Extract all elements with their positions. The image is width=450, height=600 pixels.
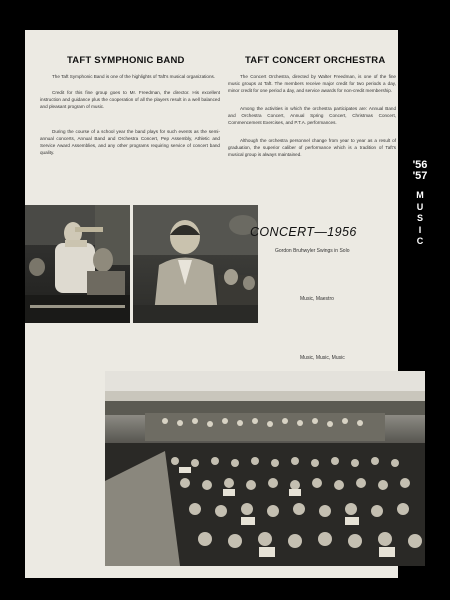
concert-title: CONCERT—1956 <box>250 225 357 239</box>
section-letter: I <box>418 224 422 235</box>
section-letter: U <box>416 201 424 212</box>
orchestra-paragraph-2: Among the activities in which the orchestra participates are: Annual Band and Orchestra Concert, Annual Spring Concert, Christmas Concert, Commencement Exercises, and P.T.A. performances. <box>228 106 396 125</box>
band-paragraph-3: During the course of a school year the band plays for such events as the semi-annual concerts, Annual Band and Orchestra Concert, Pep Assembly, Athletic and Service Award Assemblies, and any other programs requiring service of concert band quality. <box>40 129 220 155</box>
concert-audience-photo-image <box>105 371 425 566</box>
section-tab <box>408 160 432 248</box>
orchestra-paragraph-1: The Concert Orchestra, directed by Walter Freedman, is one of the fine music groups at Taft. The members receive major credit for two periods a day, minor credit for one period a day, and service awards for non-credit membership. <box>228 74 396 93</box>
audience-caption: Music, Music, Music <box>300 355 345 361</box>
band-paragraph-2: Credit for this fine group goes to Mr. Freedman, the director. His excellent instruction and guidance plus the cooperation of all the players result in a well balanced and pleasant program of music. <box>40 90 220 109</box>
soloist-photo-image <box>25 205 130 323</box>
band-title: TAFT SYMPHONIC BAND <box>67 55 185 66</box>
section-letter: C <box>416 236 424 246</box>
year-bottom: '57 <box>412 170 428 182</box>
conductor-photo <box>133 205 258 323</box>
section-letter: M <box>416 190 424 200</box>
orchestra-title: TAFT CONCERT ORCHESTRA <box>245 55 386 66</box>
band-paragraph-1: The Taft Symphonic Band is one of the highlights of Taft's musical organizations. <box>52 74 216 79</box>
year-top: '56 <box>412 159 428 171</box>
concert-audience-photo <box>105 371 425 566</box>
maestro-caption: Music, Maestro <box>300 296 334 302</box>
conductor-photo-image <box>133 205 258 323</box>
orchestra-paragraph-3: Although the orchestra personnel change from year to year as a result of graduation, the superior caliber of performance which is a tradition of Taft's musical group is always maintained. <box>228 138 396 157</box>
section-name <box>408 190 432 248</box>
soloist-photo <box>25 205 130 323</box>
section-letter: S <box>416 213 423 223</box>
soloist-caption: Gordon Bruhwyler Swings in Solo <box>275 248 350 254</box>
